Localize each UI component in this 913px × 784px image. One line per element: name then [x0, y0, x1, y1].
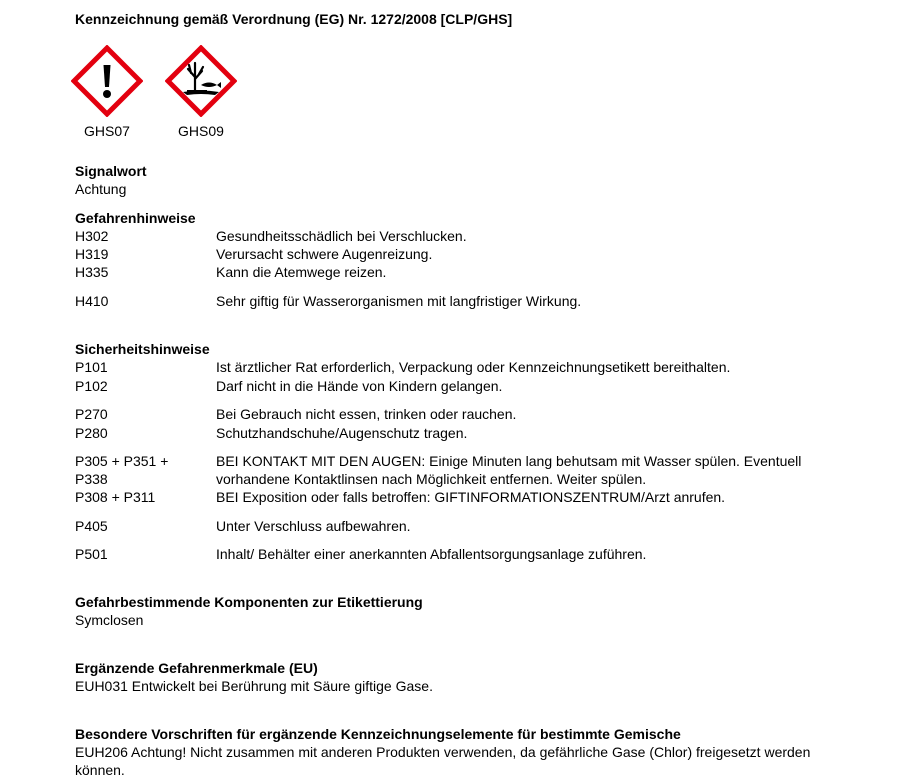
- euh-value: EUH031 Entwickelt bei Berührung mit Säure giftige Gase.: [75, 678, 433, 694]
- besondere-line-1: EUH206 Achtung! Nicht zusammen mit anderen Produkten verwenden, da gefährliche Gase (Chlor) freigesetzt werden: [75, 744, 811, 760]
- precaution-code: P305 + P351 +: [75, 453, 169, 469]
- signalwort-title: Signalwort: [75, 163, 147, 179]
- hazard-code: H319: [75, 246, 109, 262]
- precaution-code: P101: [75, 359, 108, 375]
- hazard-text: Verursacht schwere Augenreizung.: [216, 246, 433, 262]
- precaution-text: Darf nicht in die Hände von Kindern gelangen.: [216, 378, 503, 394]
- besondere-line-2: können.: [75, 762, 125, 778]
- hazard-text: Sehr giftig für Wasserorganismen mit langfristiger Wirkung.: [216, 293, 582, 309]
- hazard-code: H410: [75, 293, 109, 309]
- komponenten-value: Symclosen: [75, 612, 144, 628]
- euh-title: Ergänzende Gefahrenmerkmale (EU): [75, 660, 318, 676]
- signalwort-value: Achtung: [75, 181, 127, 197]
- precaution-text: Unter Verschluss aufbewahren.: [216, 518, 411, 534]
- pictogram-label-ghs09: GHS09: [178, 123, 224, 139]
- hazard-code: H302: [75, 228, 109, 244]
- pictogram-label-ghs07: GHS07: [84, 123, 130, 139]
- hazard-text: Kann die Atemwege reizen.: [216, 264, 387, 280]
- precaution-text: Bei Gebrauch nicht essen, trinken oder rauchen.: [216, 406, 517, 422]
- precaution-code: P405: [75, 518, 108, 534]
- precaution-code: P501: [75, 546, 108, 562]
- precaution-text: BEI Exposition oder falls betroffen: GIFTINFORMATIONSZENTRUM/Arzt anrufen.: [216, 489, 726, 505]
- precaution-text: Inhalt/ Behälter einer anerkannten Abfallentsorgungsanlage zuführen.: [216, 546, 647, 562]
- besondere-title: Besondere Vorschriften für ergänzende Kennzeichnungselemente für bestimmte Gemische: [75, 726, 681, 742]
- hazard-text: Gesundheitsschädlich bei Verschlucken.: [216, 228, 467, 244]
- hazard-code: H335: [75, 264, 109, 280]
- environment-icon: [165, 45, 237, 117]
- precaution-code: P338: [75, 471, 108, 487]
- precaution-text: BEI KONTAKT MIT DEN AUGEN: Einige Minuten lang behutsam mit Wasser spülen. Eventuell: [216, 453, 802, 469]
- precaution-code: P102: [75, 378, 108, 394]
- gefahrenhinweise-title: Gefahrenhinweise: [75, 210, 196, 226]
- precaution-text: Schutzhandschuhe/Augenschutz tragen.: [216, 425, 468, 441]
- document-heading: Kennzeichnung gemäß Verordnung (EG) Nr. 1272/2008 [CLP/GHS]: [75, 11, 513, 27]
- precaution-code: P270: [75, 406, 108, 422]
- precaution-text: Ist ärztlicher Rat erforderlich, Verpackung oder Kennzeichnungsetikett bereithalten.: [216, 359, 731, 375]
- sicherheitshinweise-title: Sicherheitshinweise: [75, 341, 210, 357]
- precaution-code: P280: [75, 425, 108, 441]
- komponenten-title: Gefahrbestimmende Komponenten zur Etikettierung: [75, 594, 423, 610]
- exclamation-mark-icon: [71, 45, 143, 117]
- precaution-code: P308 + P311: [75, 489, 156, 505]
- precaution-text: vorhandene Kontaktlinsen nach Möglichkeit entfernen. Weiter spülen.: [216, 471, 647, 487]
